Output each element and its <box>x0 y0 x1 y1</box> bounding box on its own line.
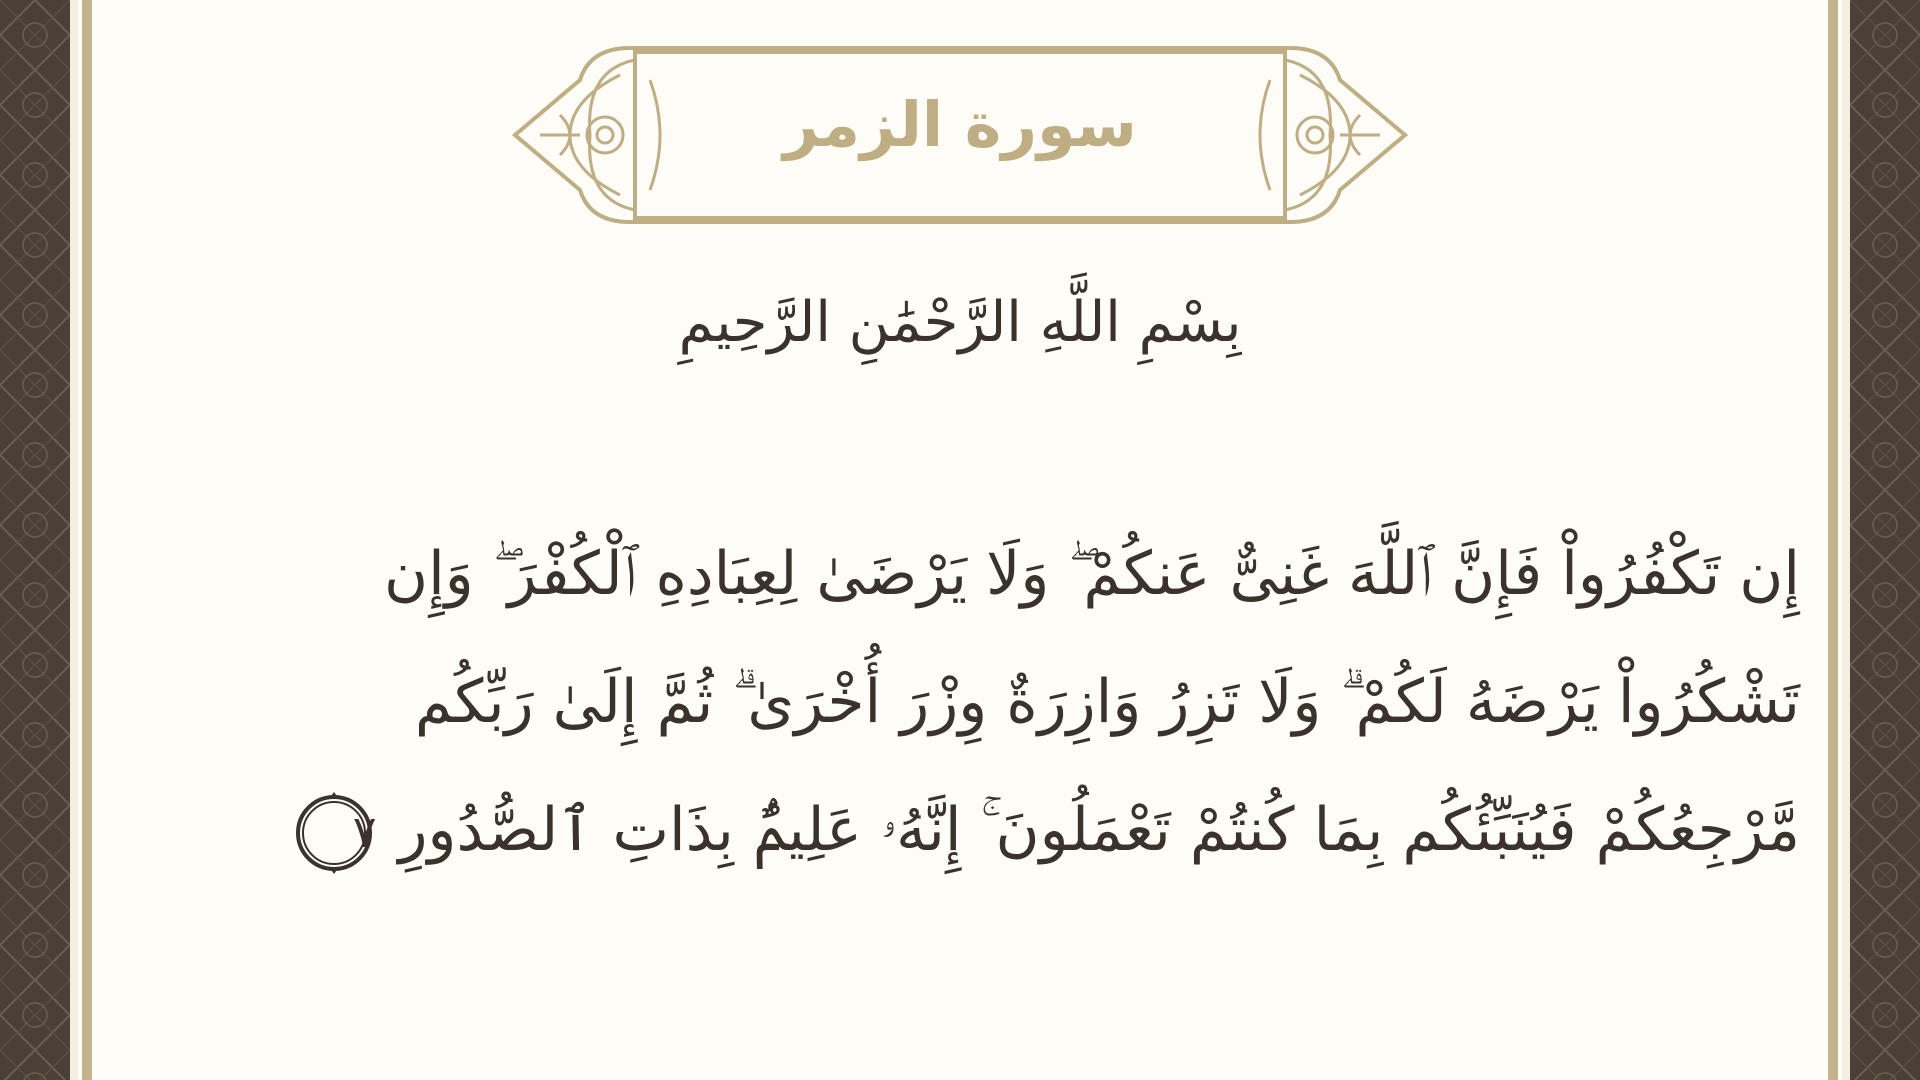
surah-title-banner <box>500 40 1420 230</box>
right-inner-rail <box>1842 0 1850 1080</box>
ayah-end-marker <box>291 790 377 876</box>
right-ornamental-border <box>1850 0 1920 1080</box>
verse-line-3 <box>270 766 1800 894</box>
left-inner-rail <box>70 0 78 1080</box>
left-gold-rail <box>82 0 92 1080</box>
surah-title: سورة الزمر <box>783 88 1137 161</box>
ayah-number: ٧ <box>352 807 377 859</box>
right-gold-rail <box>1828 0 1838 1080</box>
verse-line-1: إِن تَكْفُرُواْ فَإِنَّ ٱللَّهَ غَنِىٌّ عَنكُمْ ۖ وَلَا يَرْضَىٰ لِعِبَادِهِ ٱلْكُفْرَ ۖ وَإِن <box>384 539 1800 609</box>
verse-text <box>270 510 1800 894</box>
verse-line-3-text: مَّرْجِعُكُمْ فَيُنَبِّئُكُم بِمَا كُنتُمْ تَعْمَلُونَ ۚ إِنَّهُۥ عَلِيمٌۢ بِذَاتِ ٱلصُّدُورِ <box>398 795 1800 865</box>
basmala: بِسْمِ اللَّهِ الرَّحْمَٰنِ الرَّحِيمِ <box>678 290 1242 355</box>
left-ornamental-border <box>0 0 70 1080</box>
verse-line-2: تَشْكُرُواْ يَرْضَهُ لَكُمْ ۗ وَلَا تَزِرُ وَازِرَةٌ وِزْرَ أُخْرَىٰ ۗ ثُمَّ إِلَىٰ رَبِّكُم <box>414 667 1800 737</box>
